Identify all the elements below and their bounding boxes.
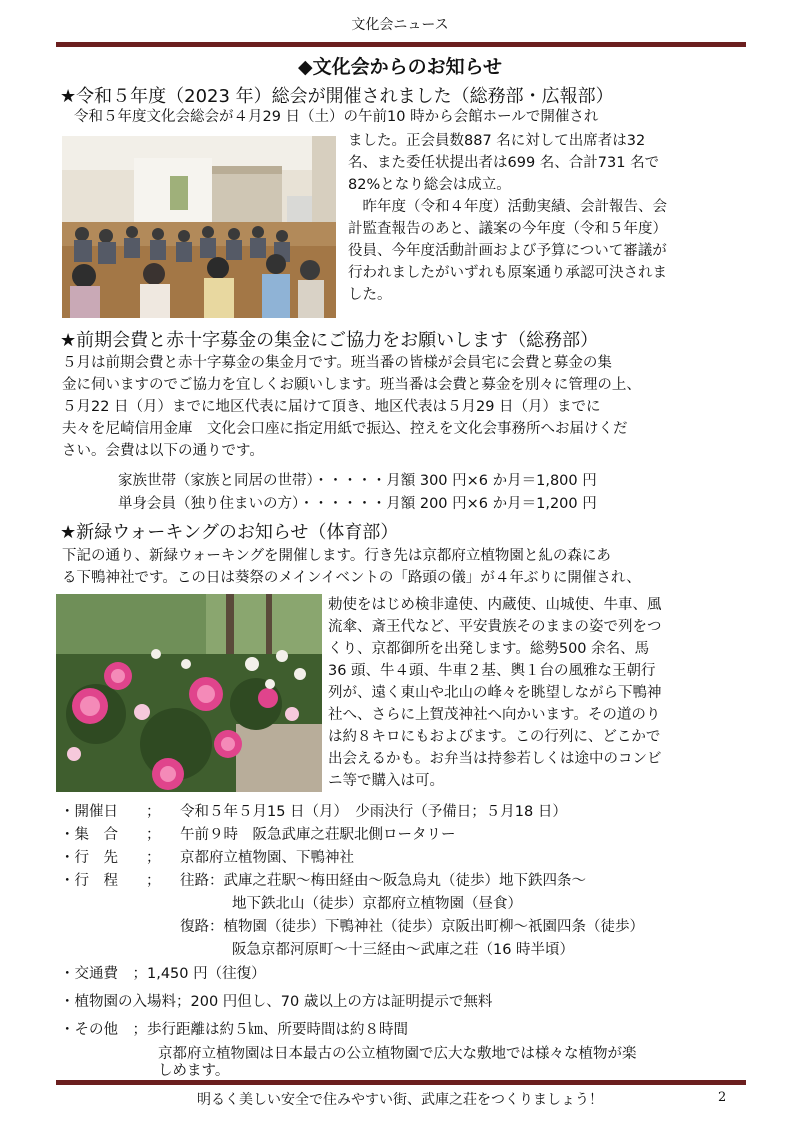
section1-body [348,130,758,306]
detail-dest-value: 京都府立植物園、下鴨神社 [180,850,354,866]
top-rule [56,42,746,47]
meeting-photo-image [62,136,336,318]
section3-intro-line: る下鴨神社です。この日は葵祭のメインイベントの「路頭の儀」が４年ぶりに開催され、 [62,570,641,586]
detail-other-note2: しめます。 [158,1063,230,1079]
flower-photo [56,594,322,792]
detail-colon: ； [146,804,161,820]
page-number: 2 [718,1090,727,1105]
section2-title: ★前期会費と赤十字募金の集金にご協力をお願いします（総務部） [60,330,599,351]
detail-other: ・その他 ；歩行距離は約５㎞、所要時間は約８時間 [60,1022,408,1038]
section1-text-line: した。 [348,287,392,303]
section1-text-line: 82%となり総会は成立。 [348,177,511,193]
section1-text-line: ました。正会員数887 名に対して出席者は32 [348,133,646,149]
section1-text-line: 行われましたがいずれも原案通り承認可決されま [348,265,667,281]
detail-meet-value: 午前９時 阪急武庫之荘駅北側ロータリー [180,827,456,843]
section1-title: ★令和５年度（2023 年）総会が開催されました（総務部・広報部） [60,86,614,107]
section3-text-line: 出会えるかも。お弁当は持参若しくは途中のコンビ [328,751,662,767]
detail-date-value: 令和５年５月15 日（月） 少雨決行（予備日；５月18 日） [180,804,567,820]
fee-single: 単身会員（独り住まいの方）・・・・・・月額 200 円×6 か月＝1,200 円 [118,496,597,512]
section2-text-line: ５月22 日（月）までに地区代表に届けて頂き、地区代表は５月29 日（月）までに [62,399,601,415]
detail-dest-label: ・行 先 [60,850,118,866]
section1-line1: 令和５年度文化会総会が４月29 日（土）の午前10 時から会館ホールで開催され [74,109,599,125]
section3-intro-line: 下記の通り、新緑ウォーキングを開催します。行き先は京都府立植物園と糺の森にあ [62,548,611,564]
section2-text-line: さい。会費は以下の通りです。 [62,443,264,459]
section2-body [62,352,641,462]
detail-route-ret1: 復路：植物園（徒歩）下鴨神社（徒歩）京阪出町柳～祇園四条（徒歩） [180,919,644,935]
section3-body [328,594,748,792]
detail-route-ret2: 阪急京都河原町～十三経由～武庫之荘（16 時半頃） [232,942,575,958]
meeting-photo [62,136,336,318]
section3-text-line: 列が、遠く東山や北山の峰々を眺望しながら下鴨神 [328,685,662,701]
detail-date-label: ・開催日 [60,804,118,820]
detail-colon: ； [146,827,161,843]
detail-route-label: ・行 程 [60,873,118,889]
section1-text-line: 昨年度（令和４年度）活動実績、会計報告、会 [348,199,667,215]
detail-other-note: 京都府立植物園は日本最古の公立植物園で広大な敷地では様々な植物が楽 [158,1046,637,1062]
section3-text-line: 流傘、斎王代など、平安貴族そのままの姿で列をつ [328,619,662,635]
section3-text-line: 社へ、さらに上賀茂神社へ向かいます。その道のり [328,707,661,723]
detail-colon: ； [146,873,161,889]
footer-slogan: 明るく美しい安全で住みやすい街、武庫之荘をつくりましょう！ [197,1092,603,1108]
page-title: ◆文化会からのお知らせ [297,56,503,78]
detail-fare: ・交通費 ；1,450 円（往復） [60,966,266,982]
section3-intro [62,545,641,589]
detail-colon: ； [146,850,161,866]
section3-text-line: 36 頭、牛４頭、牛車２基、輿１台の風雅な王朝行 [328,663,656,679]
section1-text-line: 計監査報告のあと、議案の今年度（令和５年度） [348,221,667,237]
detail-meet-label: ・集 合 [60,827,118,843]
section3-text-line: くり、京都御所を出発します。総勢500 余名、馬 [328,641,650,657]
section3-text-line: は約８キロにもおよびます。この行列に、どこかで [328,729,661,745]
section3-text-line: ニ等で購入は可。 [328,773,444,789]
section2-text-line: 夫々を尼崎信用金庫 文化会口座に指定用紙で振込、控えを文化会事務所へお届けくだ [62,421,628,437]
section3-title: ★新緑ウォーキングのお知らせ（体育部） [60,522,399,543]
section3-text-line: 勅使をはじめ検非違使、内蔵使、山城使、牛車、風 [328,597,662,613]
fee-family: 家族世帯（家族と同居の世帯）・・・・・月額 300 円×6 か月＝1,800 円 [118,473,597,489]
detail-route-out1: 往路：武庫之荘駅～梅田経由～阪急烏丸（徒歩）地下鉄四条～ [180,873,586,889]
section1-text-line: 役員、今年度活動計画および予算について審議が [348,243,667,259]
section2-text-line: ５月は前期会費と赤十字募金の集金月です。班当番の皆様が会員宅に会費と募金の集 [62,355,612,371]
newsletter-header: 文化会ニュース [351,17,449,33]
detail-admission: ・植物園の入場料；200 円但し、70 歳以上の方は証明提示で無料 [60,994,493,1010]
section1-text-line: 名、また委任状提出者は699 名、合計731 名で [348,155,660,171]
detail-route-out2: 地下鉄北山（徒歩）京都府立植物園（昼食） [232,896,522,912]
section2-text-line: 金に伺いますのでご協力を宜しくお願いします。班当番は会費と募金を別々に管理の上、 [62,377,641,393]
bottom-rule [56,1080,746,1085]
flower-photo-image [56,594,322,792]
